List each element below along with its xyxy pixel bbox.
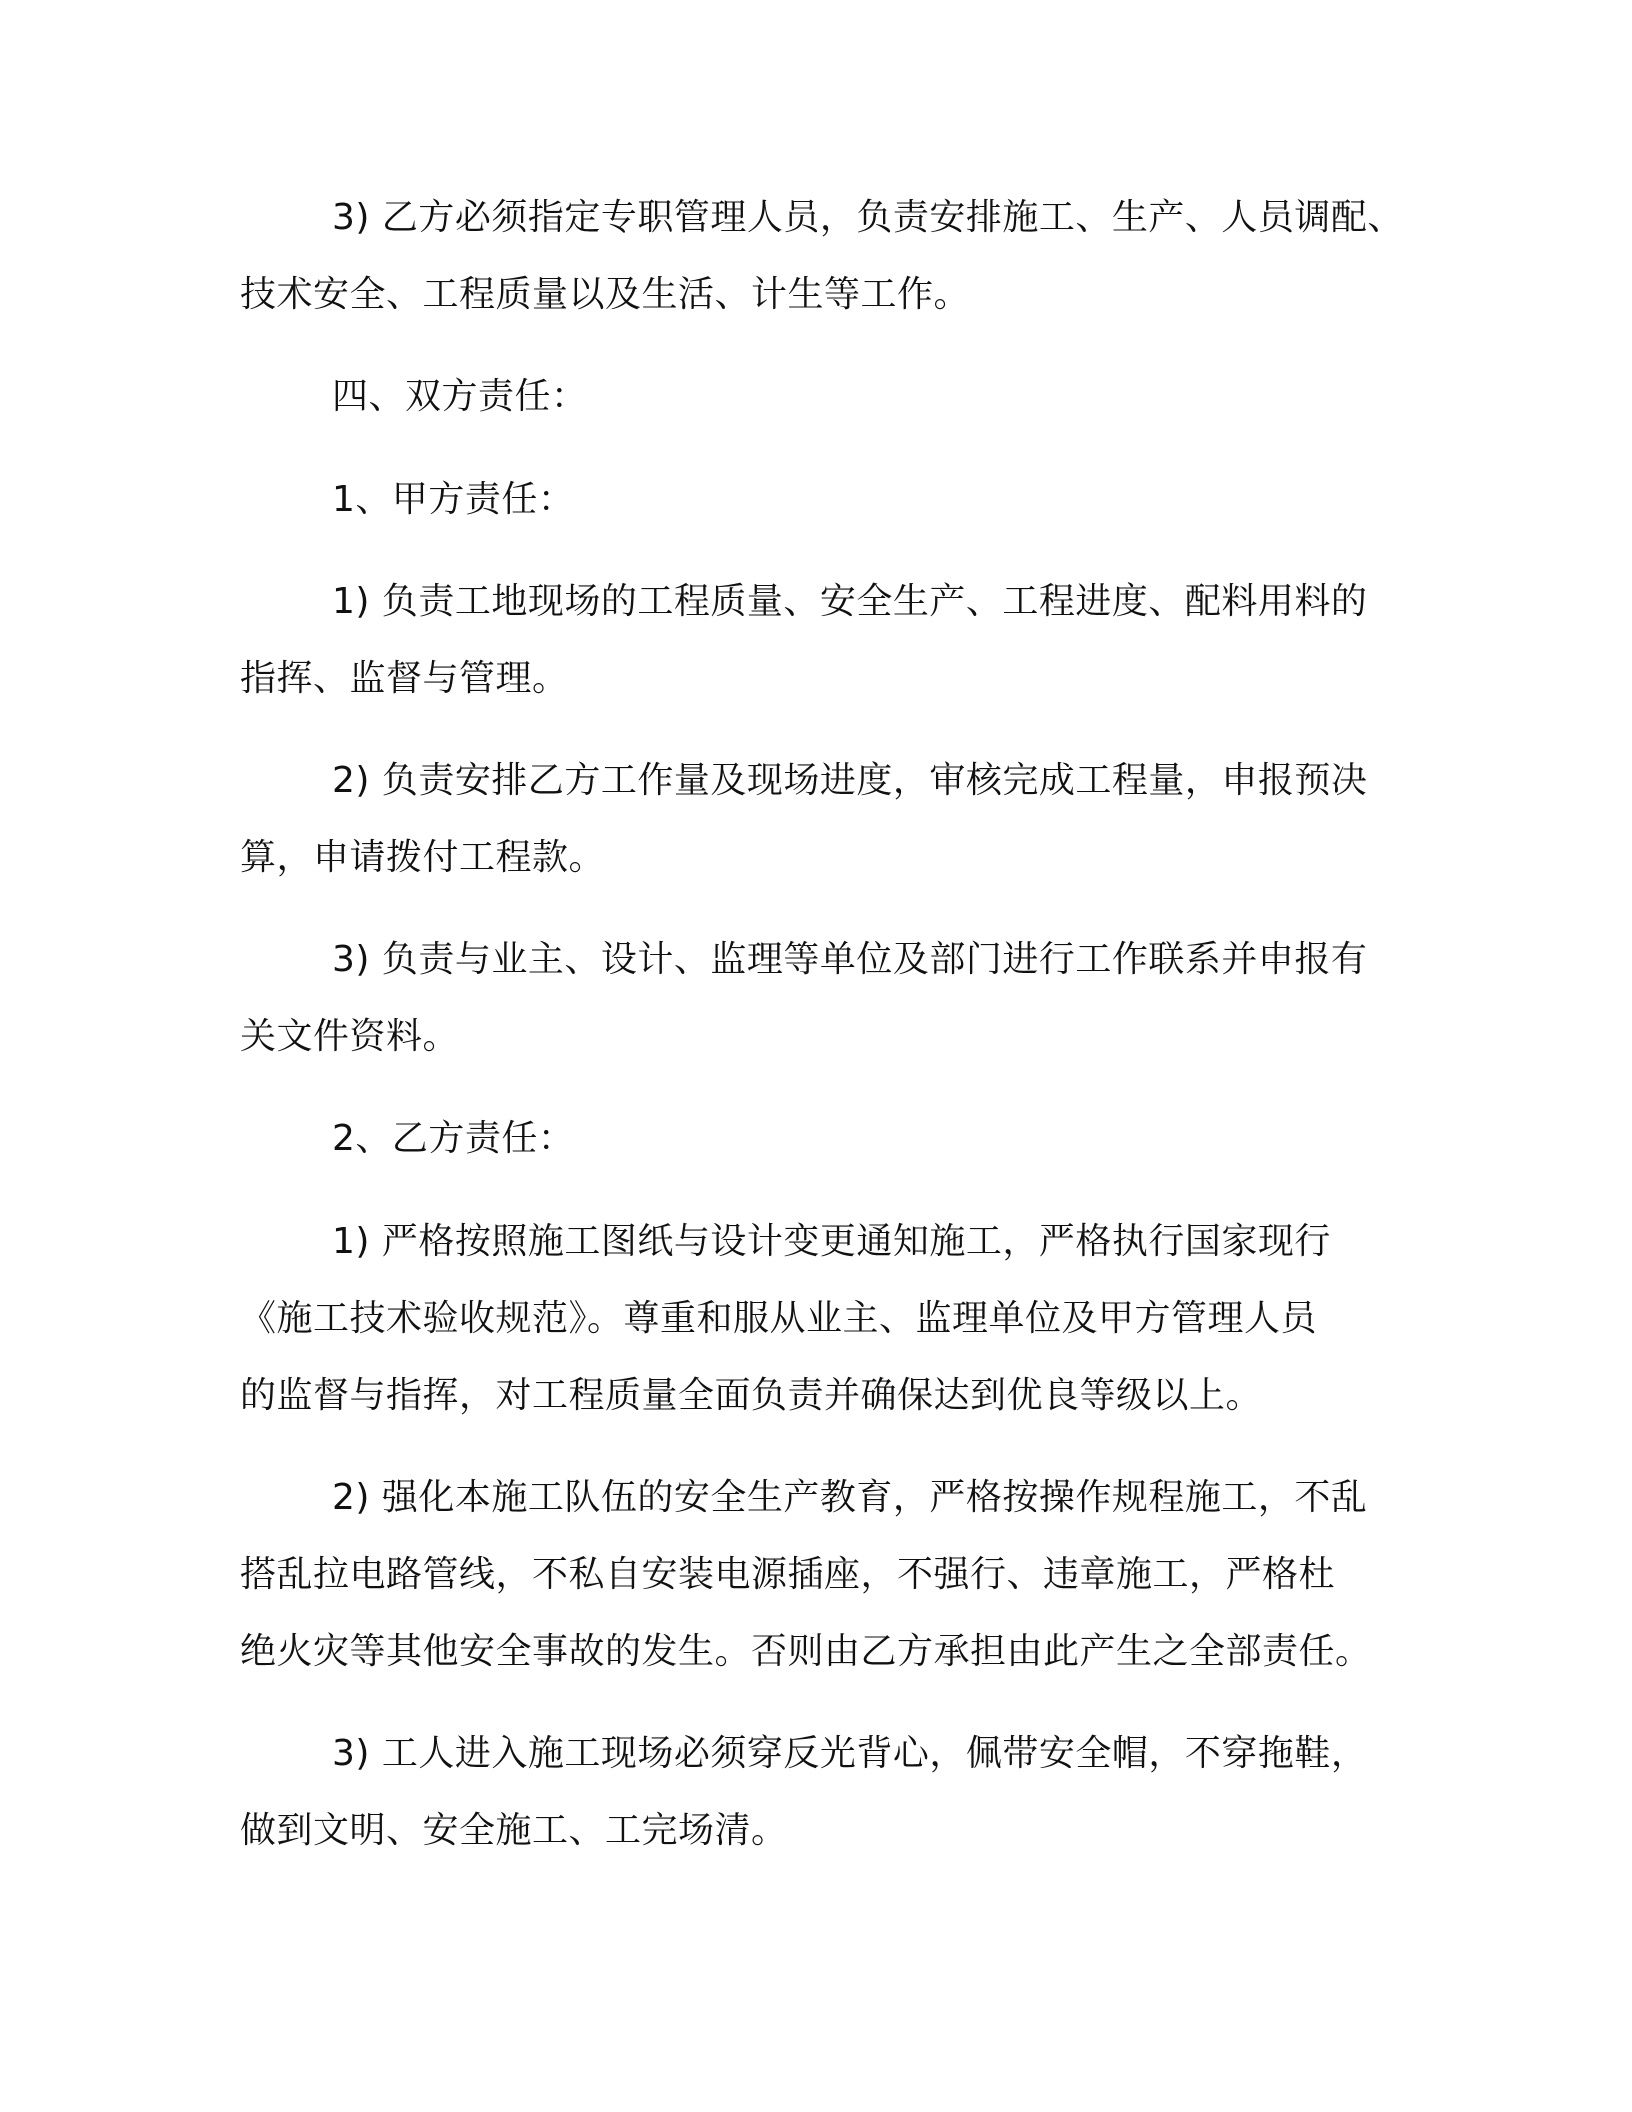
text-line: 关文件资料。 bbox=[240, 1016, 460, 1057]
section-heading: 四、双方责任： bbox=[332, 376, 588, 417]
text-line: 技术安全、工程质量以及生活、计生等工作。 bbox=[240, 274, 971, 315]
text-line: 绝火灾等其他安全事故的发生。否则由乙方承担由此产生之全部责任。 bbox=[240, 1631, 1372, 1672]
text-line: 3) 工人进入施工现场必须穿反光背心，佩带安全帽，不穿拖鞋， bbox=[332, 1733, 1368, 1774]
text-line: 搭乱拉电路管线，不私自安装电源插座，不强行、违章施工，严格杜 bbox=[240, 1554, 1336, 1595]
text-line: 算，申请拨付工程款。 bbox=[240, 837, 606, 878]
text-line: 指挥、监督与管理。 bbox=[240, 658, 569, 699]
text-line: 的监督与指挥，对工程质量全面负责并确保达到优良等级以上。 bbox=[240, 1375, 1263, 1416]
text-line: 1) 负责工地现场的工程质量、安全生产、工程进度、配料用料的 bbox=[332, 581, 1368, 622]
text-line: 做到文明、安全施工、工完场清。 bbox=[240, 1810, 788, 1851]
text-line: 2) 负责安排乙方工作量及现场进度，审核完成工程量，申报预决 bbox=[332, 760, 1368, 801]
text-line: 2) 强化本施工队伍的安全生产教育，严格按操作规程施工，不乱 bbox=[332, 1477, 1368, 1518]
text-line: 1) 严格按照施工图纸与设计变更通知施工，严格执行国家现行 bbox=[332, 1221, 1331, 1262]
subsection-heading: 2、乙方责任： bbox=[332, 1118, 575, 1159]
text-line: 3) 负责与业主、设计、监理等单位及部门进行工作联系并申报有 bbox=[332, 939, 1368, 980]
text-line: 《施工技术验收规范》。尊重和服从业主、监理单位及甲方管理人员 bbox=[240, 1298, 1318, 1339]
text-line: 3) 乙方必须指定专职管理人员，负责安排施工、生产、人员调配、 bbox=[332, 197, 1404, 238]
subsection-heading: 1、甲方责任： bbox=[332, 479, 575, 520]
